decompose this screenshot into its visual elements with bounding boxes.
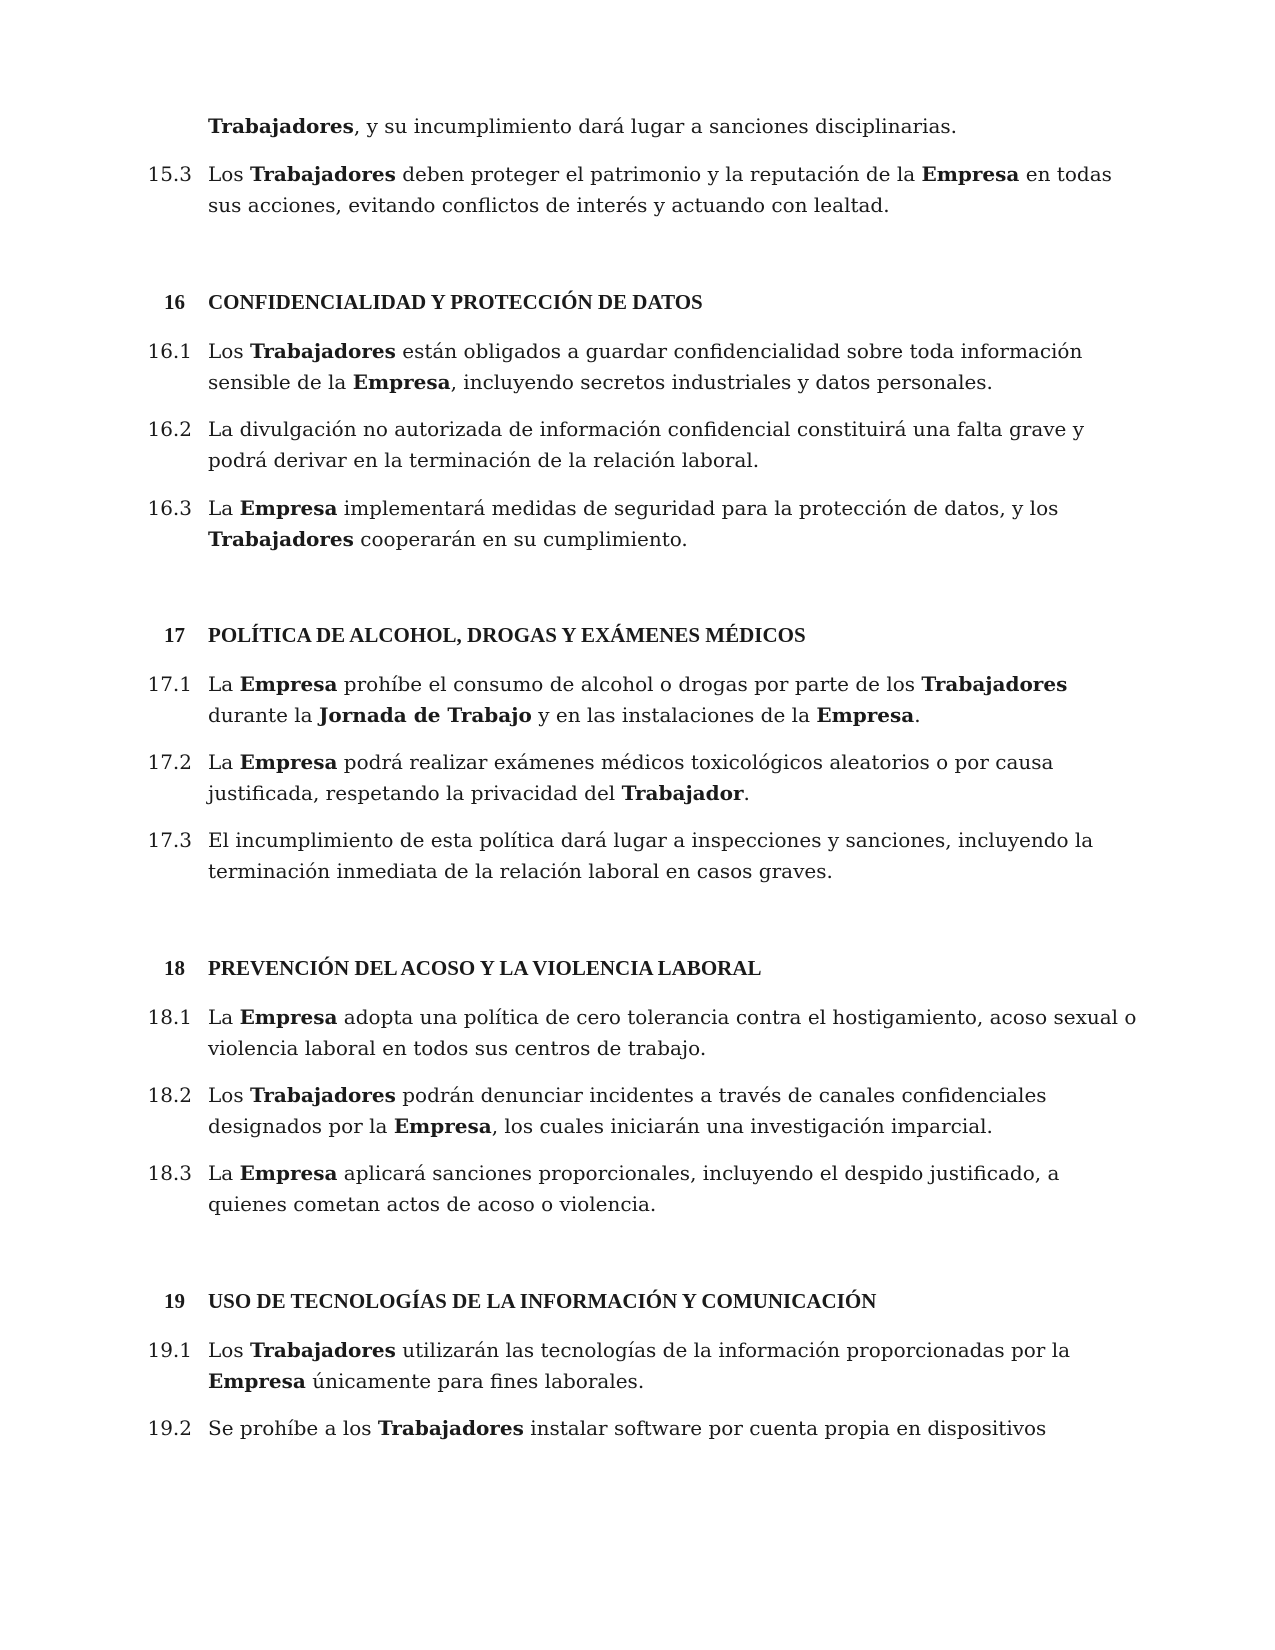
- clause-text: [208, 669, 1138, 731]
- text-run: prohíbe el consumo de alcohol o drogas por parte de los: [337, 672, 922, 696]
- clause-18-1: [140, 1002, 1140, 1064]
- text-run: , y su incumplimiento dará lugar a sanciones disciplinarias.: [353, 114, 958, 138]
- clause-18-2: [140, 1080, 1140, 1142]
- defined-term: Trabajadores: [208, 114, 354, 138]
- text-run: utilizarán las tecnologías de la información proporcionadas por la: [395, 1338, 1071, 1362]
- defined-term: Trabajadores: [208, 527, 354, 551]
- clause-number: 17.3: [147, 828, 192, 852]
- clause-number: 18.1: [147, 1005, 192, 1029]
- clause-text: [208, 747, 1138, 809]
- defined-term: Empresa: [239, 1005, 338, 1029]
- defined-term: Empresa: [352, 370, 451, 394]
- text-run: La: [208, 750, 240, 774]
- clause-text: [208, 493, 1138, 555]
- defined-term: Empresa: [393, 1114, 492, 1138]
- defined-term: Trabajadores: [249, 339, 396, 363]
- clause-19-1: [140, 1335, 1140, 1397]
- clause-number: 17.2: [147, 750, 192, 774]
- clause-text: [208, 1158, 1138, 1220]
- text-run: La: [208, 1161, 240, 1185]
- defined-term: Empresa: [921, 162, 1020, 186]
- clause-17-2: [140, 747, 1140, 809]
- clause-text: [208, 159, 1138, 221]
- text-run: Los: [208, 1083, 250, 1107]
- clause-number: 16.1: [147, 339, 192, 363]
- section-heading-17: [140, 620, 1140, 650]
- clause-text: [208, 414, 1138, 476]
- section-heading-19: [140, 1286, 1140, 1316]
- clause-text: [208, 1335, 1138, 1397]
- text-run: implementará medidas de seguridad para la protección de datos, y los: [337, 496, 1059, 520]
- clause-16-2: [140, 414, 1140, 476]
- defined-term: Trabajadores: [249, 1338, 396, 1362]
- clause-text: [208, 1413, 1138, 1444]
- clause-number: 19.1: [147, 1338, 192, 1362]
- text-run: en todas sus acciones, evitando conflictos de interés y actuando con lealtad.: [208, 162, 1112, 217]
- text-run: La: [208, 672, 240, 696]
- text-run: podrá realizar exámenes médicos toxicológicos aleatorios o por causa justificada, respetando la privacidad del: [208, 750, 1054, 805]
- clause-text: [208, 1002, 1138, 1064]
- text-run: Los: [208, 162, 250, 186]
- defined-term: Empresa: [239, 1161, 338, 1185]
- text-run: podrán denunciar incidentes a través de canales confidenciales designados por la: [208, 1083, 1047, 1138]
- clause-16-1: [140, 336, 1140, 398]
- text-run: El incumplimiento de esta política dará lugar a inspecciones y sanciones, incluyendo la terminación inmediata de la relación laboral en casos graves.: [208, 828, 1094, 883]
- clause-text: [208, 1080, 1138, 1142]
- section-heading-16: [140, 287, 1140, 317]
- section-title: PREVENCIÓN DEL ACOSO Y LA VIOLENCIA LABORAL: [208, 956, 762, 980]
- text-run: , los cuales iniciarán una investigación imparcial.: [491, 1114, 993, 1138]
- clause-16-3: [140, 493, 1140, 555]
- defined-term: Empresa: [239, 672, 338, 696]
- defined-term: Trabajador: [621, 781, 744, 805]
- text-run: únicamente para fines laborales.: [305, 1369, 645, 1393]
- clause-17-3: [140, 825, 1140, 887]
- clause-number: 19.2: [147, 1416, 192, 1440]
- text-run: Se prohíbe a los: [208, 1416, 378, 1440]
- text-run: .: [743, 781, 750, 805]
- section-number: 17: [164, 623, 185, 647]
- defined-term: Trabajadores: [249, 162, 396, 186]
- defined-term: Trabajadores: [249, 1083, 396, 1107]
- defined-term: Empresa: [239, 750, 338, 774]
- section-title: CONFIDENCIALIDAD Y PROTECCIÓN DE DATOS: [208, 290, 703, 314]
- defined-term: Empresa: [208, 1369, 306, 1393]
- text-run: , incluyendo secretos industriales y datos personales.: [450, 370, 993, 394]
- section-title: POLÍTICA DE ALCOHOL, DROGAS Y EXÁMENES MÉDICOS: [208, 623, 806, 647]
- section-number: 16: [164, 290, 185, 314]
- section-number: 19: [164, 1289, 185, 1313]
- clause-text: [208, 111, 1138, 142]
- clause-17-1: [140, 669, 1140, 731]
- text-run: La: [208, 1005, 240, 1029]
- clause-number: 18.2: [147, 1083, 192, 1107]
- text-run: .: [914, 703, 921, 727]
- text-run: están obligados a guardar confidencialidad sobre toda información sensible de la: [208, 339, 1083, 394]
- clause-number: 16.2: [147, 417, 192, 441]
- clause-15-3: [140, 159, 1140, 221]
- text-run: durante la: [208, 703, 319, 727]
- text-run: Los: [208, 339, 250, 363]
- text-run: cooperarán en su cumplimiento.: [353, 527, 688, 551]
- clause-18-3: [140, 1158, 1140, 1220]
- defined-term: Trabajadores: [377, 1416, 524, 1440]
- text-run: Los: [208, 1338, 250, 1362]
- text-run: adopta una política de cero tolerancia contra el hostigamiento, acoso sexual o violencia laboral en todos sus centros de trabajo.: [208, 1005, 1137, 1060]
- defined-term: Empresa: [239, 496, 338, 520]
- text-run: deben proteger el patrimonio y la reputación de la: [395, 162, 922, 186]
- section-title: USO DE TECNOLOGÍAS DE LA INFORMACIÓN Y COMUNICACIÓN: [208, 1289, 877, 1313]
- clause-number: 17.1: [147, 672, 192, 696]
- text-run: y en las instalaciones de la: [531, 703, 817, 727]
- defined-term: Jornada de Trabajo: [318, 703, 532, 727]
- clause-number: 15.3: [147, 162, 192, 186]
- clause-text: [208, 825, 1138, 887]
- clause-continuation: [140, 111, 1140, 142]
- text-run: La: [208, 496, 240, 520]
- clause-number: 18.3: [147, 1161, 192, 1185]
- section-number: 18: [164, 956, 185, 980]
- text-run: aplicará sanciones proporcionales, incluyendo el despido justificado, a quienes cometan actos de acoso o violencia.: [208, 1161, 1060, 1216]
- clause-number: 16.3: [147, 496, 192, 520]
- section-heading-18: [140, 953, 1140, 983]
- defined-term: Trabajadores: [921, 672, 1068, 696]
- text-run: instalar software por cuenta propia en dispositivos: [523, 1416, 1047, 1440]
- text-run: La divulgación no autorizada de información confidencial constituirá una falta grave y podrá derivar en la terminación de la relación laboral.: [208, 417, 1085, 472]
- defined-term: Empresa: [816, 703, 915, 727]
- clause-19-2: [140, 1413, 1140, 1444]
- clause-text: [208, 336, 1138, 398]
